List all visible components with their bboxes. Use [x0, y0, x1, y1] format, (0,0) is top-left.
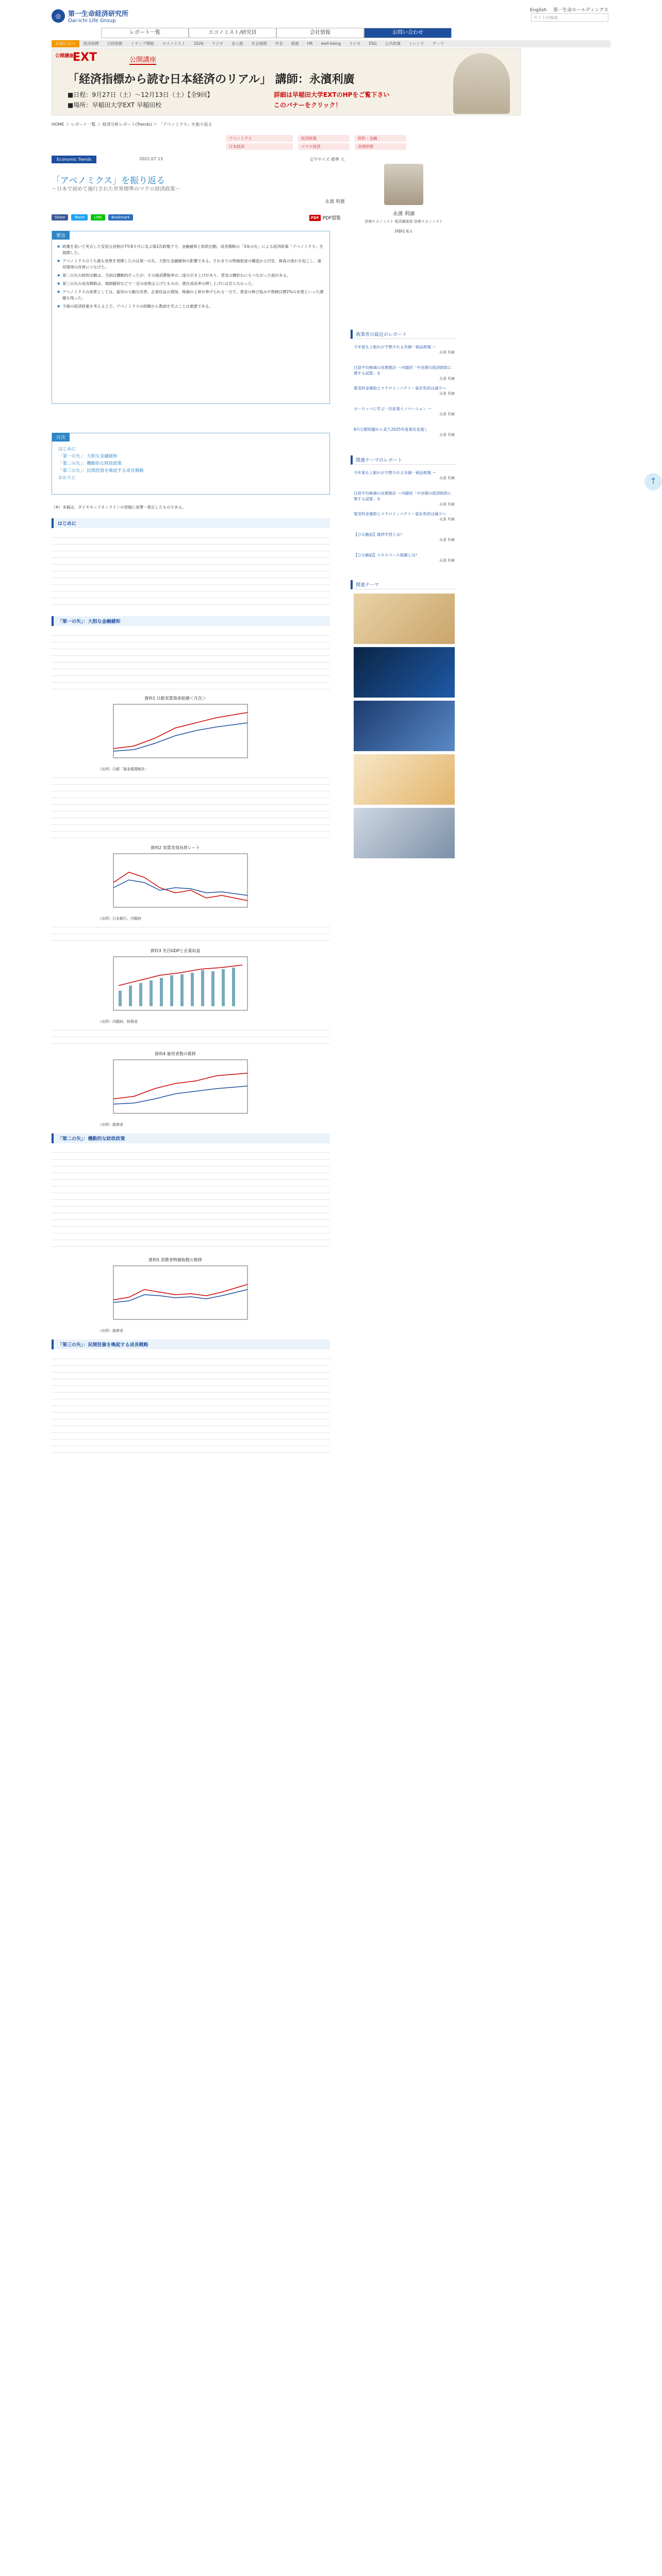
line-chart — [98, 702, 253, 764]
subnav-item[interactable]: エコノミスト — [162, 41, 186, 46]
tag[interactable]: 長期停滞 — [355, 143, 406, 150]
banner-detail: 詳細は早稲田大学EXTのHPをご覧下さい — [274, 91, 390, 98]
pdf-icon: PDF — [309, 215, 321, 221]
theme-thumbnail[interactable] — [354, 647, 455, 698]
utility-links — [525, 6, 608, 13]
sidebar-related-author: 永濱 利廣 — [439, 502, 455, 506]
subnav-item[interactable]: 経済指標 — [83, 41, 99, 46]
sidebar-report-author: 永濱 利廣 — [439, 433, 455, 437]
sidebar-related-title: 今年度も上振れが予想される有価一商品相場 ～ — [354, 470, 436, 475]
nav-item-2[interactable]: 会社情報 — [276, 28, 364, 38]
nav-item-0[interactable]: レポート一覧 — [101, 28, 189, 38]
breadcrumb[interactable]: HOME ＞ レポート一覧 ＞ 経済分析レポート(Trends) ＞ 「アベノミクス」を振り返る — [52, 122, 212, 127]
section-heading: 「第一の矢」：大胆な金融緩和 — [52, 616, 330, 626]
sidebar-report-title: 今年度も上振れが予想される有価一商品相場 ～ — [354, 345, 436, 349]
summary-item: ● 今後の経済政策を考える上で、アベノミクスの経験から教訓を学ぶことは重要である。 — [57, 303, 324, 310]
article-subtitle: ～日本で初めて施行された世界標準のマクロ経済政策～ — [52, 187, 180, 192]
search-input[interactable]: サイト内検索 — [531, 13, 608, 22]
subnav-item[interactable]: 日経指数 — [107, 41, 123, 46]
sidebar-related-title: 電気料金補助とマクロインパクト～家計負担は減少へ — [354, 512, 446, 516]
section-heading: はじめに — [52, 518, 330, 528]
sidebar-report-title: 日経平均株価の長期推計 ～内閣府「中長期の経済財政に関する試算」を — [354, 365, 452, 376]
sidebar-report-author: 永濱 利廣 — [439, 412, 455, 416]
twitter-share-button[interactable]: Tweet — [71, 214, 88, 221]
subnav-item[interactable]: 法人税 — [231, 41, 243, 46]
sidebar-related-title: 日経平均株価の長期推計 ～内閣府「中長期の経済財政に関する試算」を — [354, 491, 452, 501]
figure-title: 資料2 実質実効為替レート — [151, 845, 200, 850]
lecturer-photo — [453, 53, 510, 114]
summary-item: ● アベノミクスのうち最も効果を発揮したのは第一の矢、大胆な金融緩和の影響である。それまでの物価低迷の構造から円安、株高の流れを起こし、雇用環境の改善につなげた。 — [57, 258, 324, 270]
tag-list — [226, 135, 406, 150]
body-text — [52, 533, 330, 610]
section-heading: 「第三の矢」：民間投資を喚起する成長戦略 — [52, 1340, 330, 1349]
sidebar-related[interactable] — [354, 470, 455, 481]
banner-title: 「経済指標から読む日本経済のリアル」 講師：永濱利廣 — [68, 73, 355, 86]
article-author[interactable]: 永濱 利廣 — [325, 199, 345, 205]
sidebar-report-author: 永濱 利廣 — [439, 377, 455, 381]
banner-schedule: ■日程：9月27日（土）～12月13日（土）【全9回】 — [68, 91, 213, 98]
sidebar-report-author: 永濱 利廣 — [439, 350, 455, 354]
tag[interactable]: マクロ経済 — [298, 143, 350, 150]
logo[interactable] — [52, 8, 128, 24]
toc-box — [52, 433, 330, 495]
figure-source: （出所）日銀「資金循環統計」 — [98, 767, 148, 771]
font-size-control[interactable]: 文字サイズ 標準 大 — [309, 157, 345, 162]
body-text — [52, 773, 330, 840]
author-name[interactable]: 永濱 利廣 — [392, 211, 415, 217]
sidebar-report-title: ヨーロッパに学ぶ一次産業イノベーション ～ — [354, 406, 432, 411]
summary-item: ● アベノミクスの成果としては、雇用の大幅な改善、企業収益の増加、株価の上昇が挙げられる一方で、賃金の伸び悩みや物価目標2%の未達といった課題も残った。 — [57, 289, 324, 301]
figure-source: （出所）日本銀行、内閣府 — [98, 917, 141, 921]
logo-sub: Dai-ichi Life Group — [68, 18, 116, 24]
banner-pub: 公開講座 — [55, 54, 74, 59]
sidebar-related-author: 永濱 利廣 — [439, 517, 455, 521]
summary-item: ● 政権を退いて死去した安倍元首相が7年8カ月に及ぶ第2次政権下で、金融緩和と財政出動、成長戦略の「3本の矢」による経済政策「アベノミクス」を展開した。 — [57, 244, 324, 256]
theme-thumbnail[interactable] — [354, 701, 455, 751]
bookmark-button[interactable]: Bookmark — [108, 214, 133, 221]
article-title: 「アベノミクス」を振り返る — [52, 176, 166, 186]
holdings-link[interactable]: 第一生命ホールディングス — [553, 8, 608, 13]
figure-source: （出所）内閣府、財務省 — [98, 1020, 138, 1024]
summary-box — [52, 231, 330, 404]
section-heading: 「第二の矢」：機動的な財政政策 — [52, 1133, 330, 1143]
toc-item[interactable]: 「第二の矢」：機動的な財政政策 — [58, 461, 122, 466]
subnav-item[interactable]: 年金 — [275, 41, 283, 46]
sidebar-related-title: 【ひな触話】最終学習とは？ — [354, 532, 404, 537]
subnav-item[interactable]: 社会保障 — [251, 41, 267, 46]
nav-item-3[interactable]: お問い合わせ — [364, 28, 452, 38]
lecture-banner[interactable] — [52, 48, 521, 115]
sidebar-report[interactable] — [354, 385, 455, 397]
theme-thumbnail[interactable] — [354, 754, 455, 805]
toc-heading: 目次 — [52, 433, 70, 442]
pdf-button[interactable] — [309, 214, 341, 221]
toc-item[interactable]: おわりに — [58, 476, 76, 481]
sidebar-related-author: 永濱 利廣 — [439, 538, 455, 542]
summary-heading: 要旨 — [52, 231, 70, 240]
logo-mark-icon: ◎ — [52, 9, 65, 23]
sidebar-report[interactable] — [354, 427, 455, 438]
subnav-item[interactable]: ラジオ — [349, 41, 361, 46]
sidebar-related-author: 永濱 利廣 — [439, 476, 455, 480]
sidebar-report[interactable] — [354, 344, 455, 355]
summary-item: ● 第三の矢の成長戦略は、規制緩和などで一定の成果は上げたものの、潜在成長率の押し上げには至らなかった。 — [57, 281, 324, 287]
subnav-item[interactable]: HR — [307, 41, 313, 46]
subnav-item[interactable]: 2026 — [193, 41, 204, 46]
sidebar-related-title: 【ひな触話】スキルベース組織とは？ — [354, 553, 420, 557]
pdf-label: PDF閲覧 — [322, 216, 341, 221]
facebook-share-button[interactable]: Share — [52, 214, 68, 221]
sidebar-heading: 関連テーマ — [351, 580, 457, 589]
tag[interactable]: 経済政策 — [298, 135, 350, 142]
body-text — [52, 631, 330, 690]
body-text — [52, 1148, 330, 1251]
sidebar-related[interactable] — [354, 532, 455, 543]
summary-item: ● 第二の矢の財政出動は、当初は機動的だったが、その後消費税率の二度の引き上げがあり、景気の腰折れにもつながった面がある。 — [57, 273, 324, 279]
subnav-item[interactable]: お役に立つ — [52, 40, 79, 47]
toc-item[interactable]: 「第一の矢」：大胆な金融緩和 — [58, 454, 118, 459]
sidebar-related-author: 永濱 利廣 — [439, 558, 455, 563]
figure-title: 資料5 消費者物価指数の推移 — [148, 1258, 202, 1262]
figure-4 — [98, 1051, 253, 1127]
tag[interactable]: 日本経済 — [226, 143, 293, 150]
subnav-item[interactable]: トレンド — [408, 41, 424, 46]
banner-kouza: 公開講座 — [129, 54, 156, 65]
banner-click: このバナーをクリック！ — [274, 101, 342, 109]
figure-source: （出所）総務省 — [98, 1123, 123, 1127]
logo-main: 第一生命経済研究所 — [68, 10, 129, 18]
subnav-item[interactable]: トランプ関税 — [130, 41, 154, 46]
line-chart — [98, 852, 253, 913]
sidebar-report-author: 永濱 利廣 — [439, 392, 455, 396]
banner-place: ■場所：早稲田大学EXT 早稲田校 — [68, 101, 162, 109]
body-text — [52, 1354, 330, 1457]
subnav-item[interactable]: ラジオ — [211, 41, 224, 46]
body-text — [52, 922, 330, 943]
figure-title: 資料4 雇用者数の推移 — [155, 1052, 196, 1056]
bar-chart — [98, 955, 253, 1016]
figure-title: 資料1 日銀実質資産総額＜月次＞ — [144, 696, 206, 701]
figure-5 — [98, 1257, 253, 1333]
author-photo — [384, 164, 423, 205]
sidebar-heading: 関連テーマのレポート — [351, 455, 457, 465]
figure-2 — [98, 845, 253, 921]
banner-brand: EXT — [73, 51, 97, 64]
share-buttons — [52, 214, 133, 221]
line-chart — [98, 1058, 253, 1120]
line-share-button[interactable]: LINE — [91, 214, 105, 221]
theme-thumbnail[interactable] — [354, 808, 455, 858]
subnav-item[interactable]: well-being — [321, 41, 341, 46]
sub-nav — [52, 40, 610, 47]
category-badge[interactable]: Economic Trends — [52, 156, 96, 163]
figure-title: 資料3 名目GDPと企業収益 — [150, 948, 201, 953]
toc-item[interactable]: はじめに — [58, 447, 76, 452]
author-profile — [351, 164, 457, 234]
subnav-item[interactable]: ESG — [369, 41, 377, 46]
nav-item-1[interactable]: エコノミスト/研究員 — [189, 28, 276, 38]
sidebar-report-title: 6月日銀短観から見た2025年度業況見通し — [354, 427, 428, 432]
figure-1 — [98, 696, 253, 772]
sidebar-report[interactable] — [354, 365, 455, 382]
main-nav — [101, 28, 452, 38]
sidebar-related[interactable] — [354, 490, 455, 507]
intro-note: （※）本稿は、ダイヤモンドオンラインの寄稿に加筆・修正したものである。 — [52, 505, 186, 510]
tag[interactable]: アベノミクス — [226, 135, 293, 142]
subnav-item[interactable]: テーマ — [432, 41, 444, 46]
sidebar-report-title: 電気料金補助とマクロインパクト～家計負担は減少へ — [354, 386, 446, 391]
line-chart — [98, 1264, 253, 1326]
sidebar-related[interactable] — [354, 552, 455, 564]
subnav-item[interactable]: 税務 — [291, 41, 299, 46]
subnav-item[interactable]: 公共政策 — [385, 41, 401, 46]
scroll-top-button[interactable]: ↑ — [644, 473, 662, 490]
sidebar-report[interactable] — [354, 406, 455, 417]
publish-date: 2022.07.13 — [139, 157, 163, 161]
figure-3 — [98, 948, 253, 1024]
english-link[interactable]: English — [529, 8, 547, 13]
body-text — [52, 1025, 330, 1046]
author-more-link[interactable]: 詳細を見る — [394, 229, 413, 233]
theme-thumbnail[interactable] — [354, 594, 455, 644]
figure-source: （出所）総務省 — [98, 1329, 123, 1333]
sidebar-related[interactable] — [354, 511, 455, 522]
toc-item[interactable]: 「第三の矢」：民間投資を喚起する成長戦略 — [58, 468, 144, 473]
sidebar-heading: 執筆者の最近のレポート — [351, 330, 457, 339]
tag[interactable]: 財政・金融 — [355, 135, 406, 142]
author-title: 首席エコノミスト 経済調査部 首席エコノミスト — [365, 219, 443, 224]
